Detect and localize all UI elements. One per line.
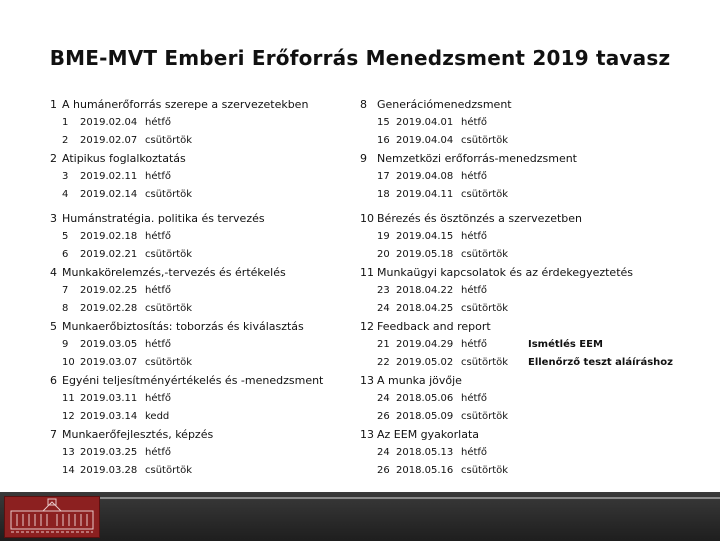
- section-number: 10: [360, 212, 374, 225]
- lecture-number: 21: [377, 339, 390, 350]
- section-heading: [50, 96, 355, 114]
- lecture-number: 11: [62, 393, 75, 404]
- section-number: 9: [360, 152, 367, 165]
- section-title: Generációmenedzsment: [377, 98, 512, 111]
- lecture-number: 19: [377, 231, 390, 242]
- page-title: BME-MVT Emberi Erőforrás Menedzsment 2019 tavasz: [49, 46, 671, 70]
- section-heading: [360, 426, 700, 444]
- section-title: Atipikus foglalkoztatás: [62, 152, 186, 165]
- lecture-weekday: hétfő: [461, 447, 488, 458]
- lecture-number: 4: [62, 189, 69, 200]
- lecture-weekday: csütörtök: [145, 249, 193, 260]
- section-heading: [360, 318, 700, 336]
- schedule-row: [50, 336, 355, 354]
- lecture-date: 2019.02.21: [80, 249, 138, 260]
- section-number: 7: [50, 428, 57, 441]
- lecture-weekday: csütörtök: [145, 357, 193, 368]
- lecture-weekday: hétfő: [461, 339, 488, 350]
- section-title: Az EEM gyakorlata: [377, 428, 479, 441]
- lecture-weekday: csütörtök: [461, 411, 509, 422]
- section-number: 5: [50, 320, 57, 333]
- schedule-left-column: [50, 96, 355, 480]
- section-heading: [360, 372, 700, 390]
- section-number: 12: [360, 320, 374, 333]
- lecture-weekday: hétfő: [145, 231, 172, 242]
- section-heading: [50, 150, 355, 168]
- lecture-date: 2019.04.04: [396, 135, 454, 146]
- section-heading: [50, 426, 355, 444]
- schedule-row: [50, 228, 355, 246]
- lecture-weekday: csütörtök: [145, 189, 193, 200]
- lecture-number: 24: [377, 393, 390, 404]
- lecture-date: 2019.02.11: [80, 171, 138, 182]
- lecture-number: 10: [62, 357, 75, 368]
- section-title: Munkaerőbiztosítás: toborzás és kiválasztás: [62, 320, 304, 333]
- lecture-date: 2019.04.01: [396, 117, 454, 128]
- lecture-date: 2018.05.16: [396, 465, 454, 476]
- schedule-row: [360, 132, 700, 150]
- lecture-date: 2019.03.07: [80, 357, 138, 368]
- schedule-row: [50, 444, 355, 462]
- lecture-number: 26: [377, 411, 390, 422]
- section-number: 6: [50, 374, 57, 387]
- lecture-number: 12: [62, 411, 75, 422]
- lecture-weekday: hétfő: [461, 171, 488, 182]
- schedule-row: [360, 246, 700, 264]
- section-title: A humánerőforrás szerepe a szervezetekben: [62, 98, 309, 111]
- lecture-number: 6: [62, 249, 69, 260]
- lecture-number: 15: [377, 117, 390, 128]
- section-number: 13: [360, 428, 374, 441]
- lecture-date: 2019.03.28: [80, 465, 138, 476]
- section-heading: [50, 318, 355, 336]
- schedule-row: [50, 354, 355, 372]
- lecture-weekday: hétfő: [461, 393, 488, 404]
- section-heading: [360, 264, 700, 282]
- section-heading: [360, 150, 700, 168]
- lecture-weekday: hétfő: [145, 285, 172, 296]
- lecture-weekday: csütörtök: [145, 135, 193, 146]
- lecture-number: 22: [377, 357, 390, 368]
- lecture-number: 26: [377, 465, 390, 476]
- section-title: Munkaerőfejlesztés, képzés: [62, 428, 214, 441]
- schedule-row: [50, 132, 355, 150]
- lecture-number: 14: [62, 465, 75, 476]
- lecture-date: 2018.04.22: [396, 285, 454, 296]
- lecture-number: 24: [377, 447, 390, 458]
- schedule-right-column: [360, 96, 700, 480]
- schedule-row: [360, 168, 700, 186]
- lecture-date: 2019.05.18: [396, 249, 454, 260]
- lecture-number: 7: [62, 285, 69, 296]
- schedule-row: [360, 336, 700, 354]
- section-number: 2: [50, 152, 57, 165]
- lecture-weekday: hétfő: [145, 117, 172, 128]
- lecture-weekday: csütörtök: [461, 135, 509, 146]
- section-title: Egyéni teljesítményértékelés és -menedzsment: [62, 374, 324, 387]
- lecture-date: 2019.02.14: [80, 189, 138, 200]
- lecture-number: 8: [62, 303, 69, 314]
- schedule-row: [360, 114, 700, 132]
- lecture-weekday: hétfő: [461, 117, 488, 128]
- lecture-date: 2019.03.14: [80, 411, 138, 422]
- schedule-row: [360, 354, 700, 372]
- lecture-weekday: csütörtök: [461, 249, 509, 260]
- section-heading: [360, 210, 700, 228]
- lecture-weekday: hétfő: [145, 447, 172, 458]
- schedule-row: [50, 168, 355, 186]
- lecture-date: 2019.03.05: [80, 339, 138, 350]
- schedule-row: [360, 300, 700, 318]
- schedule-row: [360, 444, 700, 462]
- lecture-date: 2019.02.25: [80, 285, 138, 296]
- section-number: 13: [360, 374, 374, 387]
- lecture-date: 2019.04.11: [396, 189, 454, 200]
- lecture-weekday: csütörtök: [461, 189, 509, 200]
- lecture-number: 2: [62, 135, 69, 146]
- lecture-number: 9: [62, 339, 69, 350]
- lecture-date: 2019.04.08: [396, 171, 454, 182]
- footer-band: [0, 492, 720, 541]
- lecture-weekday: hétfő: [145, 393, 172, 404]
- schedule-row: [50, 282, 355, 300]
- lecture-weekday: csütörtök: [145, 303, 193, 314]
- lecture-number: 17: [377, 171, 390, 182]
- lecture-weekday: csütörtök: [145, 465, 193, 476]
- lecture-date: 2019.04.15: [396, 231, 454, 242]
- lecture-weekday: csütörtök: [461, 357, 509, 368]
- lecture-weekday: csütörtök: [461, 303, 509, 314]
- lecture-weekday: kedd: [145, 411, 170, 422]
- section-number: 3: [50, 212, 57, 225]
- lecture-number: 16: [377, 135, 390, 146]
- section-title: Bérezés és ösztönzés a szervezetben: [377, 212, 583, 225]
- schedule-row: [360, 462, 700, 480]
- lecture-number: 20: [377, 249, 390, 260]
- schedule-row: [360, 228, 700, 246]
- lecture-number: 24: [377, 303, 390, 314]
- lecture-date: 2019.02.07: [80, 135, 138, 146]
- row-note: Ellenőrző teszt aláíráshoz: [528, 357, 673, 368]
- section-title: Feedback and report: [377, 320, 491, 333]
- schedule-row: [50, 246, 355, 264]
- section-number: 8: [360, 98, 367, 111]
- schedule-row: [360, 390, 700, 408]
- section-title: Humánstratégia. politika és tervezés: [62, 212, 265, 225]
- row-note: Ismétlés EEM: [528, 339, 603, 350]
- section-heading: [50, 210, 355, 228]
- lecture-number: 5: [62, 231, 69, 242]
- section-number: 4: [50, 266, 57, 279]
- schedule-row: [360, 408, 700, 426]
- lecture-date: 2019.05.02: [396, 357, 454, 368]
- lecture-date: 2019.02.04: [80, 117, 138, 128]
- lecture-date: 2019.03.25: [80, 447, 138, 458]
- section-heading: [50, 372, 355, 390]
- schedule-row: [360, 186, 700, 204]
- schedule-row: [50, 186, 355, 204]
- schedule-row: [50, 300, 355, 318]
- lecture-date: 2019.02.18: [80, 231, 138, 242]
- lecture-date: 2018.05.13: [396, 447, 454, 458]
- lecture-date: 2019.04.29: [396, 339, 454, 350]
- university-building-logo-icon: [4, 496, 100, 538]
- section-number: 11: [360, 266, 374, 279]
- footer-divider: [100, 497, 720, 499]
- schedule-row: [50, 408, 355, 426]
- lecture-date: 2018.05.06: [396, 393, 454, 404]
- section-number: 1: [50, 98, 57, 111]
- lecture-weekday: hétfő: [461, 231, 488, 242]
- schedule-row: [50, 114, 355, 132]
- lecture-number: 1: [62, 117, 69, 128]
- section-title: Munkaügyi kapcsolatok és az érdekegyeztetés: [377, 266, 634, 279]
- section-title: Nemzetközi erőforrás-menedzsment: [377, 152, 577, 165]
- lecture-number: 3: [62, 171, 69, 182]
- lecture-weekday: hétfő: [145, 171, 172, 182]
- section-heading: [360, 96, 700, 114]
- lecture-weekday: hétfő: [145, 339, 172, 350]
- section-title: Munkakörelemzés,-tervezés és értékelés: [62, 266, 286, 279]
- section-title: A munka jövője: [377, 374, 462, 387]
- schedule-row: [360, 282, 700, 300]
- lecture-date: 2019.02.28: [80, 303, 138, 314]
- schedule-row: [50, 390, 355, 408]
- lecture-weekday: hétfő: [461, 285, 488, 296]
- lecture-number: 18: [377, 189, 390, 200]
- lecture-date: 2018.05.09: [396, 411, 454, 422]
- lecture-weekday: csütörtök: [461, 465, 509, 476]
- lecture-number: 23: [377, 285, 390, 296]
- schedule-row: [50, 462, 355, 480]
- lecture-date: 2018.04.25: [396, 303, 454, 314]
- lecture-number: 13: [62, 447, 75, 458]
- section-heading: [50, 264, 355, 282]
- lecture-date: 2019.03.11: [80, 393, 138, 404]
